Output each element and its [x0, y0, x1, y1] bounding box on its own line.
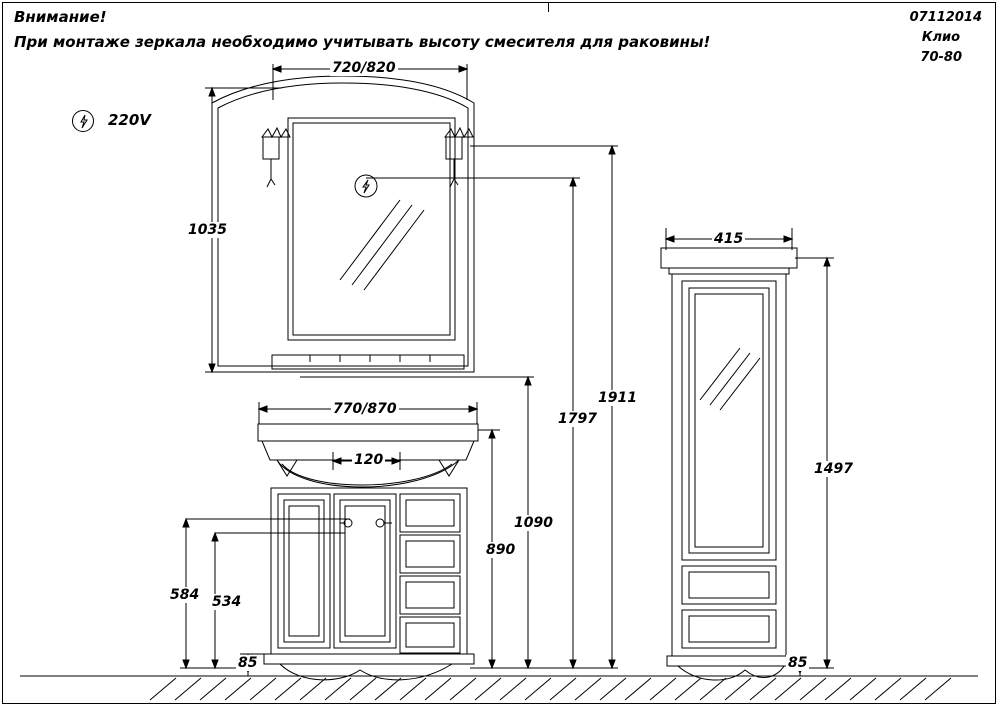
warning-text: При монтаже зеркала необходимо учитывать высоту смесителя для раковины!: [14, 33, 711, 51]
dim-total-height: 1911: [598, 390, 637, 406]
model-size: 70-80: [920, 50, 962, 65]
dim-cabinet-width: 770/870: [333, 401, 397, 417]
dim-handle-height-2: 534: [212, 594, 242, 610]
dim-counter-height: 1090: [514, 515, 553, 531]
dim-sink-inner-width: 120: [354, 452, 384, 468]
voltage-label: 220V: [108, 111, 151, 129]
dim-column-width: 415: [714, 231, 744, 247]
dim-mid-height: 890: [486, 542, 516, 558]
dim-plinth-right: 85: [788, 655, 808, 671]
article-number: 07112014: [909, 10, 982, 25]
dim-handle-height-1: 584: [170, 587, 200, 603]
dim-plinth-left: 85: [238, 655, 258, 671]
model-name: Клио: [921, 30, 960, 45]
dim-socket-height: 1797: [558, 411, 597, 427]
dim-mirror-width: 720/820: [332, 60, 396, 76]
warning-title: Внимание!: [14, 8, 107, 26]
dim-mirror-height: 1035: [188, 222, 227, 238]
dim-column-height: 1497: [814, 461, 853, 477]
